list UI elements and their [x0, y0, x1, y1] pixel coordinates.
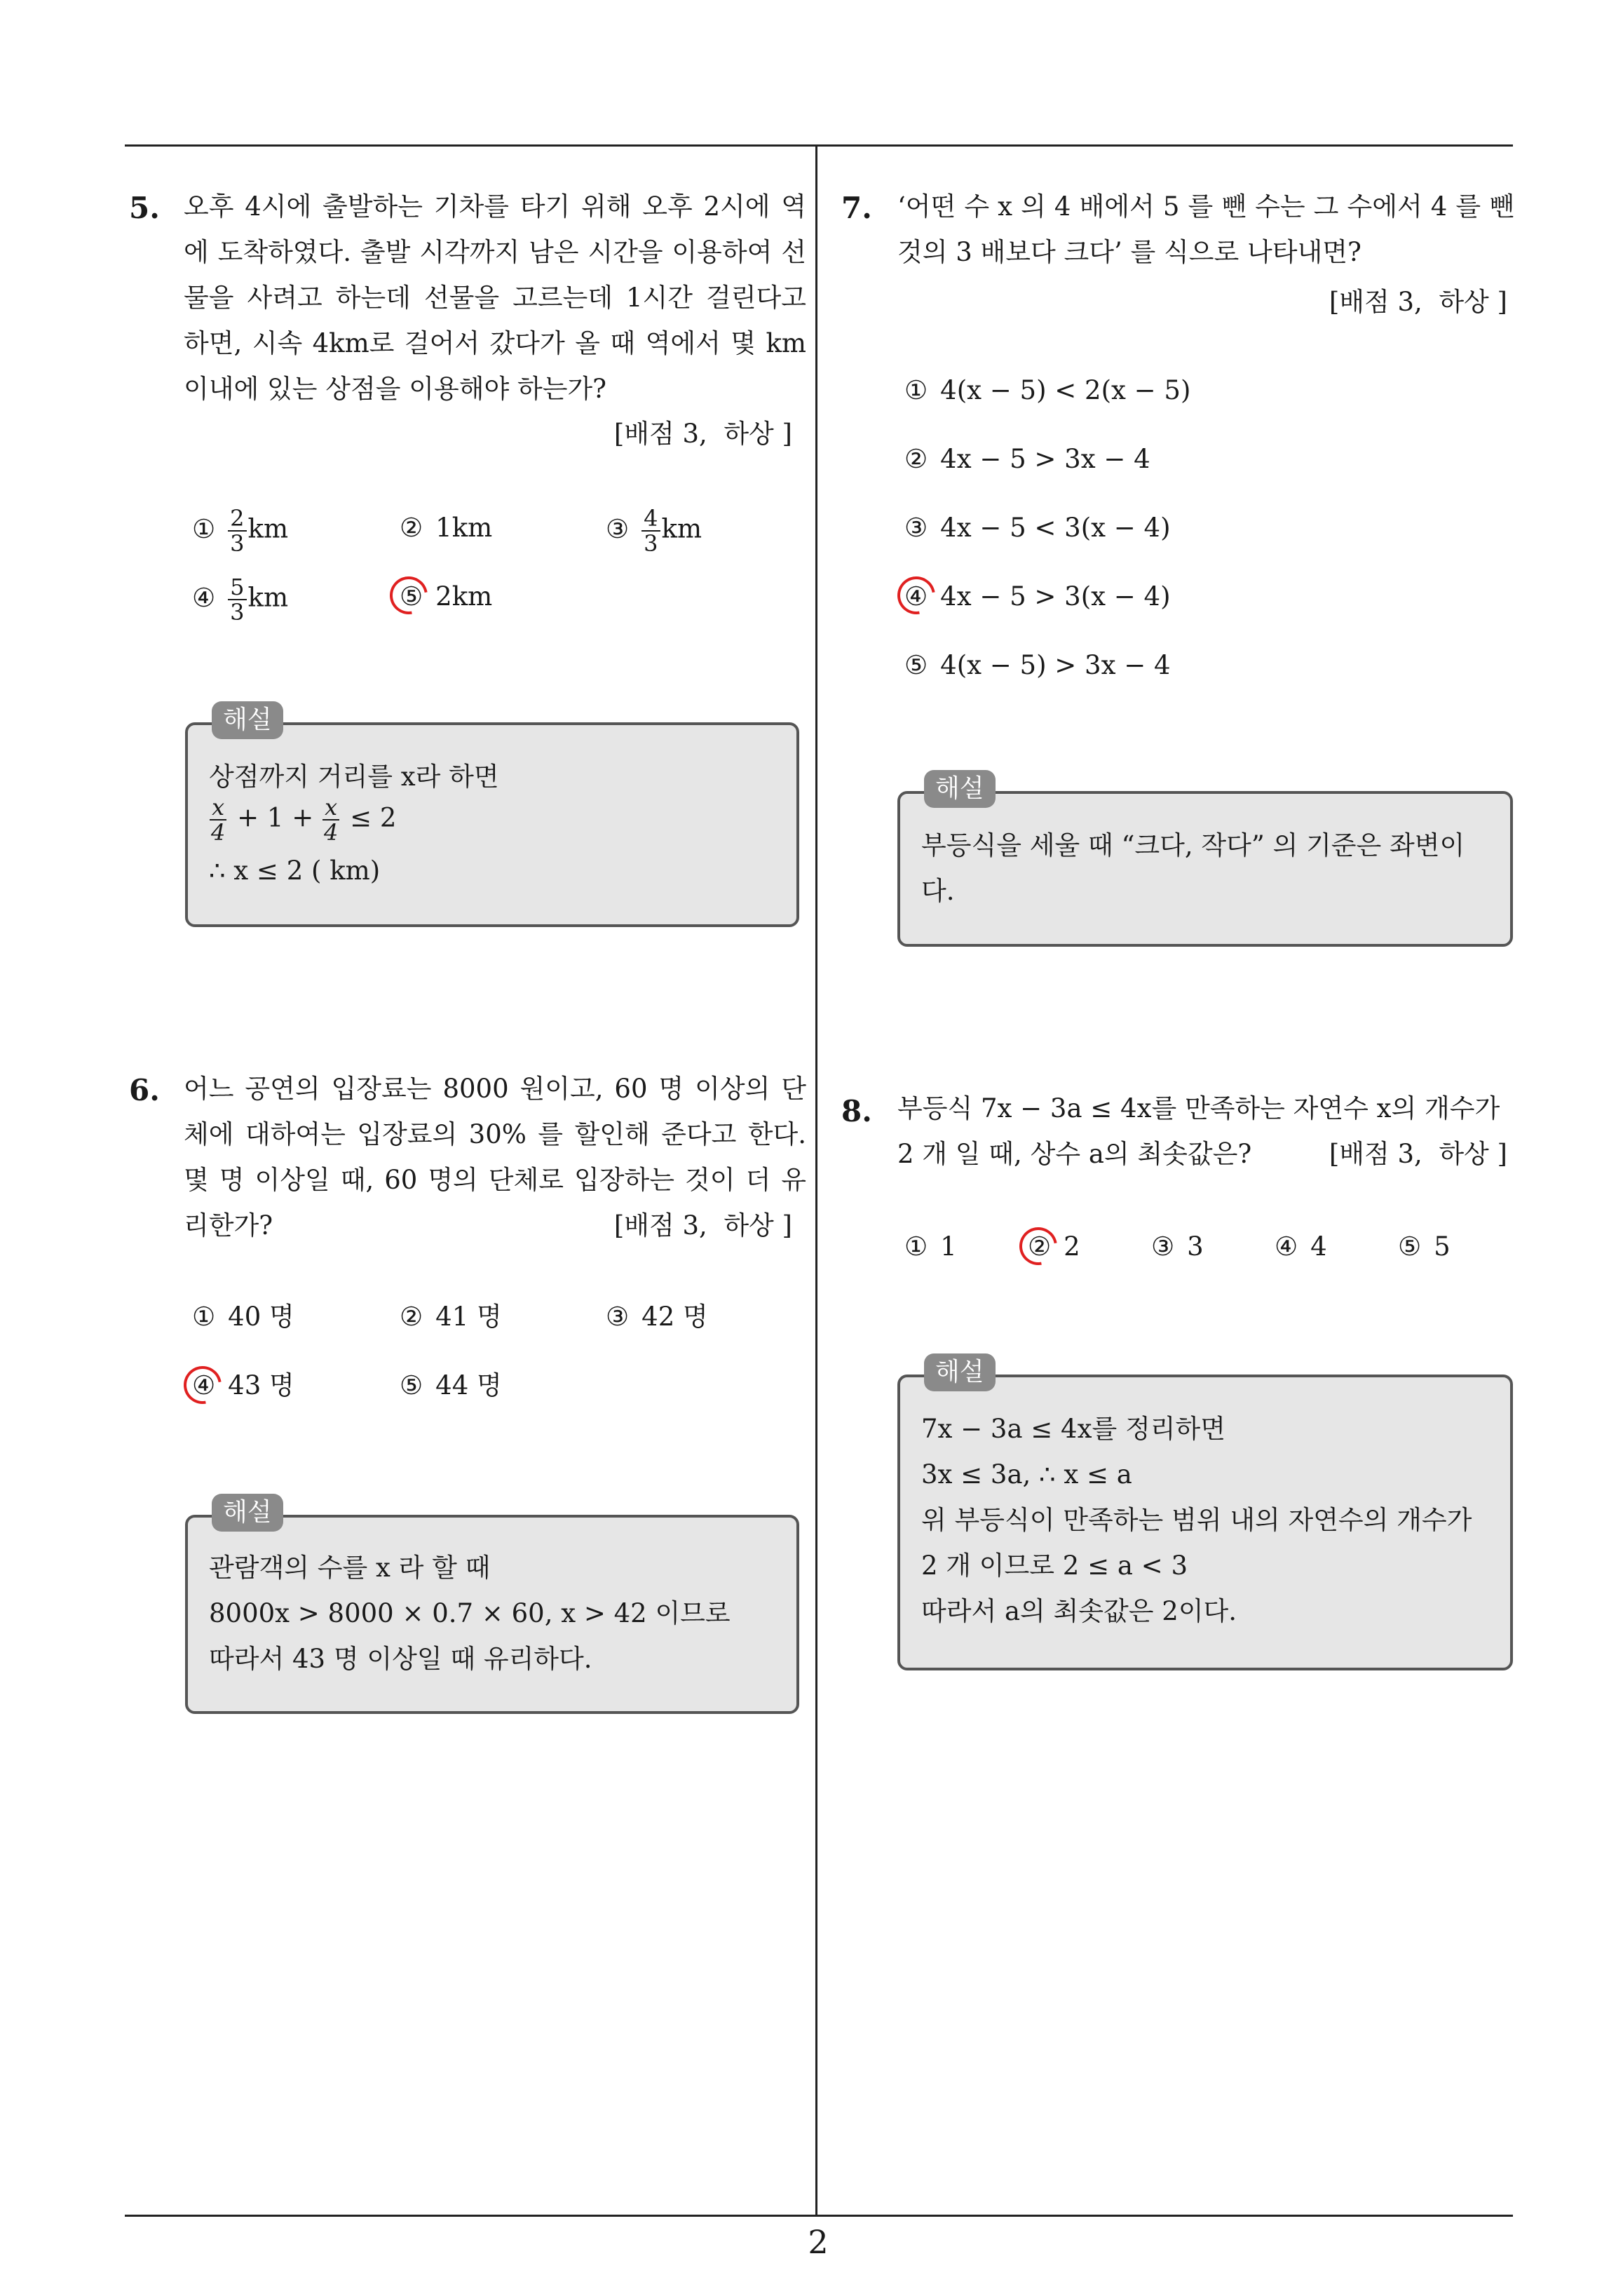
solution-line: 관람객의 수를 x 라 할 때 — [209, 1553, 491, 1583]
solution-line: 다. — [921, 876, 955, 906]
choice-2[interactable]: ② 4x − 5 > 3x − 4 — [904, 444, 1150, 474]
choice-4[interactable]: ④ 4 — [1275, 1231, 1327, 1262]
question-text: 오후 4시에 출발하는 기차를 타기 위해 오후 2시에 역에 도착하였다. 출발 시각까지 남은 시간을 이용하여 선물을 사려고 하는데 선물을 고르는데 1시간 걸린다고 하면, 시속 4km로 걸어서 갔다가 올 때 역에서 몇 km 이내에 있는 상점을 이용해야 하는가? — [184, 191, 806, 404]
top-rule — [125, 144, 1513, 147]
fraction: $\frac{x}{4}$ — [323, 794, 339, 846]
solution-label: 해설 — [212, 701, 283, 739]
question-text: 부등식 7x − 3a ≤ 4x를 만족하는 자연수 x의 개수가 — [897, 1093, 1500, 1123]
choice-5[interactable]: ⑤ 2km — [400, 581, 493, 612]
choice-5[interactable]: ⑤ 4(x − 5) > 3x − 4 — [904, 650, 1171, 680]
solution-line: 7x − 3a ≤ 4x를 정리하면 — [921, 1414, 1225, 1444]
answer-mark-circle — [176, 1358, 229, 1411]
choice-2[interactable]: ② 1km — [400, 513, 493, 543]
answer-mark-circle — [890, 569, 942, 621]
column-divider — [815, 144, 817, 2217]
problem-number: 5. — [129, 191, 160, 225]
fraction: $\frac{2}{3}$ — [228, 506, 246, 555]
score-meta: [배점 3, 하상 ] — [613, 1210, 792, 1241]
question-text: ‘어떤 수 x 의 4 배에서 5 를 뺀 수는 그 수에서 4 를 뺀 것의 3 배보다 크다’ 를 식으로 나타내면? — [897, 191, 1514, 267]
solution-line: 따라서 43 명 이상일 때 유리하다. — [209, 1644, 592, 1674]
solution-line: 3x ≤ 3a, ∴ x ≤ a — [921, 1459, 1132, 1490]
choice-5[interactable]: ⑤ 44 명 — [400, 1370, 502, 1400]
score-meta: [배점 3, 하상 ] — [613, 419, 792, 449]
problem-number: 6. — [129, 1073, 160, 1107]
solution-line: 2 개 이므로 2 ≤ a < 3 — [921, 1551, 1188, 1581]
solution-label: 해설 — [924, 770, 996, 808]
fraction: $\frac{5}{3}$ — [228, 575, 246, 624]
solution-line: 따라서 a의 최솟값은 2이다. — [921, 1596, 1237, 1626]
solution-line: 부등식을 세울 때 “크다, 작다” 의 기준은 좌변이 — [921, 830, 1465, 860]
answer-mark-circle — [1012, 1220, 1064, 1272]
solution-box — [897, 1358, 1513, 1670]
solution-box — [185, 705, 799, 927]
solution-label: 해설 — [924, 1353, 996, 1391]
answer-mark-circle — [382, 569, 435, 621]
choice-4[interactable]: ④ 43 명 — [192, 1370, 294, 1400]
solution-box — [185, 1498, 799, 1714]
solution-label: 해설 — [212, 1494, 283, 1532]
choice-4[interactable]: ④ 4x − 5 > 3(x − 4) — [904, 581, 1171, 612]
choice-3[interactable]: ③ $\frac{4}{3}$ km — [606, 505, 702, 557]
solution-line: ∴ x ≤ 2 ( km) — [209, 856, 381, 886]
problem-number: 7. — [841, 191, 872, 225]
choice-3[interactable]: ③ 4x − 5 < 3(x − 4) — [904, 513, 1171, 543]
choice-2[interactable]: ② 41 명 — [400, 1302, 502, 1332]
solution-line: 위 부등식이 만족하는 범위 내의 자연수의 개수가 — [921, 1505, 1472, 1535]
question-text: 어느 공연의 입장료는 8000 원이고, 60 명 이상의 단체에 대하여는 입장료의 30% 를 할인해 준다고 한다. 몇 명 이상일 때, 60 명의 단체로 입장하는 것이 더 유리한가? — [184, 1074, 806, 1241]
fraction: $\frac{x}{4}$ — [211, 794, 226, 846]
question-text-line2: 2 개 일 때, 상수 a의 최솟값은? — [897, 1139, 1252, 1169]
fraction: $\frac{4}{3}$ — [641, 506, 660, 555]
choice-4[interactable]: ④ $\frac{5}{3}$ km — [192, 574, 289, 626]
choice-2[interactable]: ② 2 — [1028, 1231, 1080, 1262]
solution-box — [897, 774, 1513, 947]
solution-inequality: $\frac{x}{4}$ + 1 + $\frac{x}{4}$ ≤ 2 — [209, 795, 396, 844]
score-meta: [배점 3, 하상 ] — [1329, 1139, 1507, 1169]
choice-1[interactable]: ① 1 — [904, 1231, 957, 1262]
choice-3[interactable]: ③ 42 명 — [606, 1302, 708, 1332]
choice-5[interactable]: ⑤ 5 — [1398, 1231, 1451, 1262]
solution-line: 상점까지 거리를 x라 하면 — [209, 762, 499, 792]
choice-3[interactable]: ③ 3 — [1151, 1231, 1204, 1262]
choice-1[interactable]: ① $\frac{2}{3}$ km — [192, 505, 289, 557]
bottom-rule — [125, 2215, 1513, 2217]
problem-number: 8. — [841, 1094, 872, 1128]
choice-1[interactable]: ① 4(x − 5) < 2(x − 5) — [904, 375, 1191, 405]
score-meta: [배점 3, 하상 ] — [1329, 287, 1507, 317]
solution-line: 8000x > 8000 × 0.7 × 60, x > 42 이므로 — [209, 1598, 731, 1628]
choice-1[interactable]: ① 40 명 — [192, 1302, 294, 1332]
page-number: 2 — [808, 2223, 829, 2261]
